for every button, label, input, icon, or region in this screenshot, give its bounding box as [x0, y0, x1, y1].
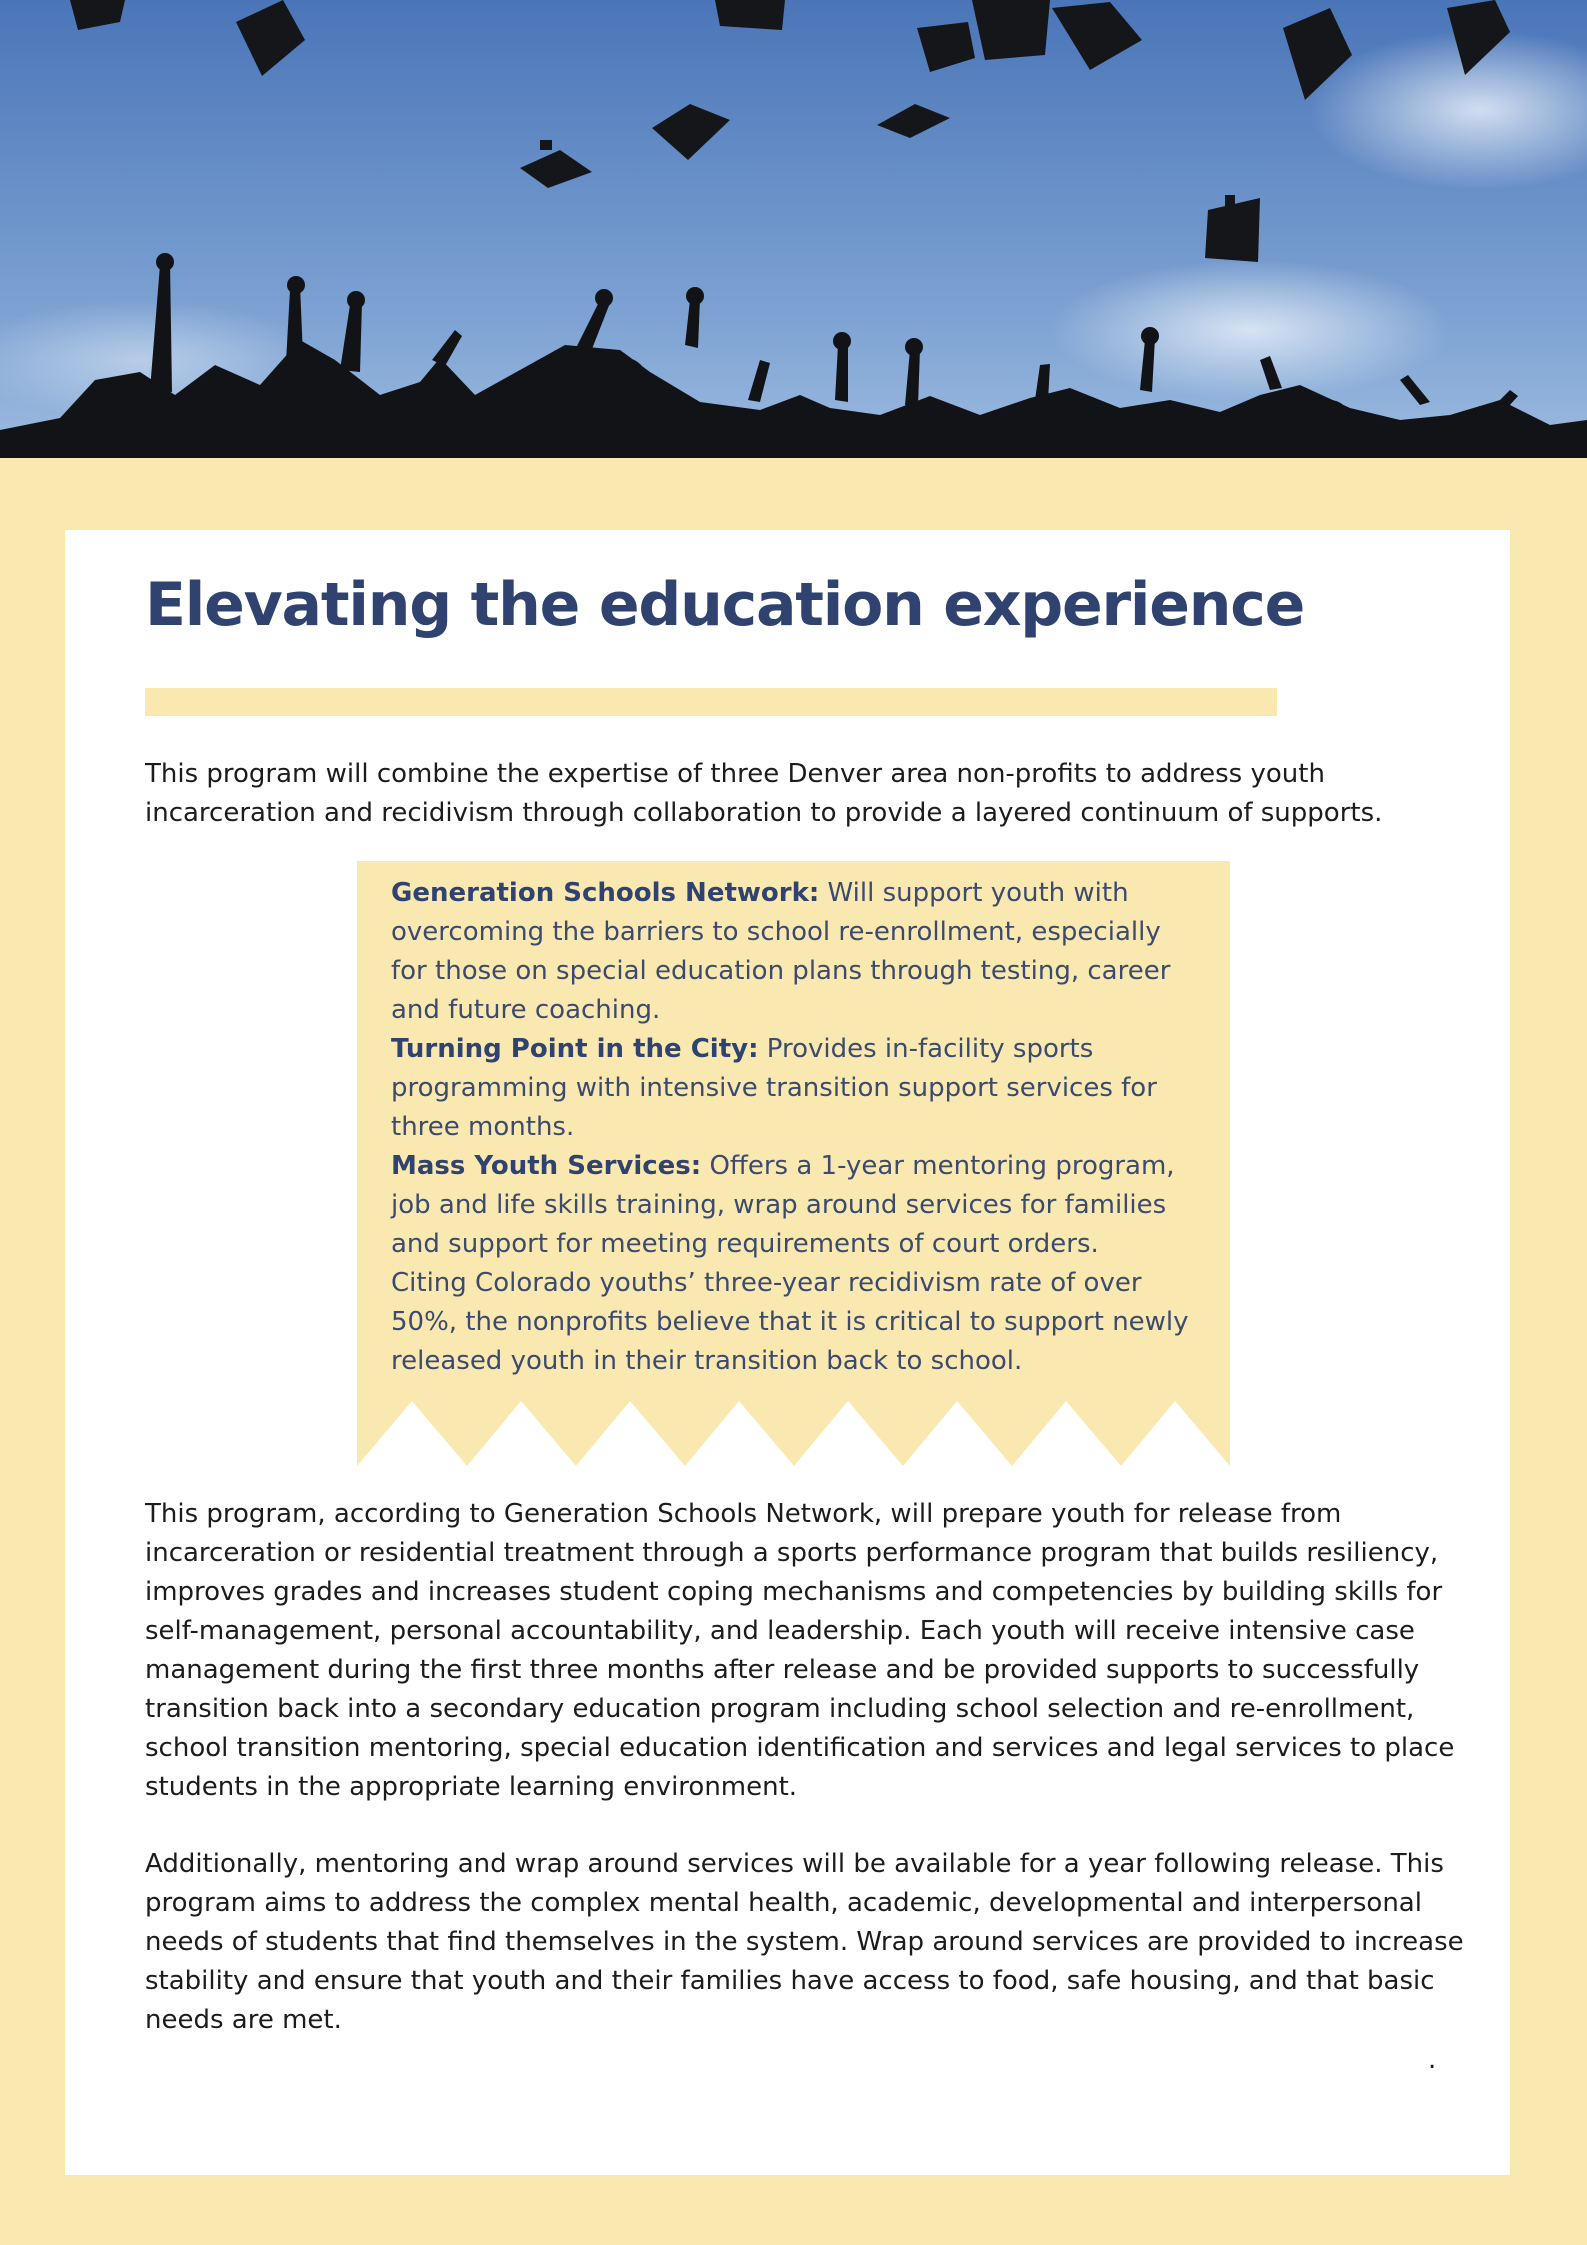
org-name-turning-point: Turning Point in the City:	[391, 1034, 759, 1064]
article-card	[65, 530, 1510, 2175]
org-description-turning-point: Provides in-facility sports programming with intensive transition support services for three months.	[391, 1034, 1157, 1142]
org-name-mass-youth: Mass Youth Services:	[391, 1151, 702, 1181]
callout-closing: Citing Colorado youths’ three-year recidivism rate of over 50%, the nonprofits believe that it is critical to support newly released youth in their transition back to school.	[391, 1268, 1189, 1376]
trailing-period: .	[1428, 2045, 1437, 2075]
body-paragraph-2: Additionally, mentoring and wrap around services will be available for a year following release. This program aims to address the complex mental health, academic, developmental and interpersonal needs of students that find themselves in the system. Wrap around services are provided to increase stability and ensure that youth and their families have access to food, safe housing, and that basic needs are met.	[145, 1849, 1464, 2035]
org-description-generation-schools: Will support youth with overcoming the barriers to school re-enrollment, especially for those on special education plans through testing, career and future coaching.	[391, 878, 1171, 1025]
graduation-photo-illustration	[0, 0, 1587, 458]
hero-image	[0, 0, 1587, 458]
page-title: Elevating the education experience	[145, 570, 1305, 640]
org-name-generation-schools: Generation Schools Network:	[391, 878, 820, 908]
callout-text	[391, 874, 1191, 1381]
partners-callout	[357, 861, 1230, 1466]
org-description-mass-youth: Offers a 1-year mentoring program, job and life skills training, wrap around services for families and support for meeting requirements of court orders.	[391, 1151, 1175, 1259]
title-underline	[145, 688, 1277, 716]
body-paragraph-1: This program, according to Generation Schools Network, will prepare youth for release from incarceration or residential treatment through a sports performance program that builds resiliency, improves grades and increases student coping mechanisms and competencies by building skills for self-management, personal accountability, and leadership. Each youth will receive intensive case management during the first three months after release and be provided supports to successfully transition back into a secondary education program including school selection and re-enrollment, school transition mentoring, special education identification and services and legal services to place students in the appropriate learning environment.	[145, 1499, 1455, 1802]
intro-paragraph: This program will combine the expertise of three Denver area non-profits to address youth incarceration and recidivism through collaboration to provide a layered continuum of supports.	[145, 759, 1383, 828]
